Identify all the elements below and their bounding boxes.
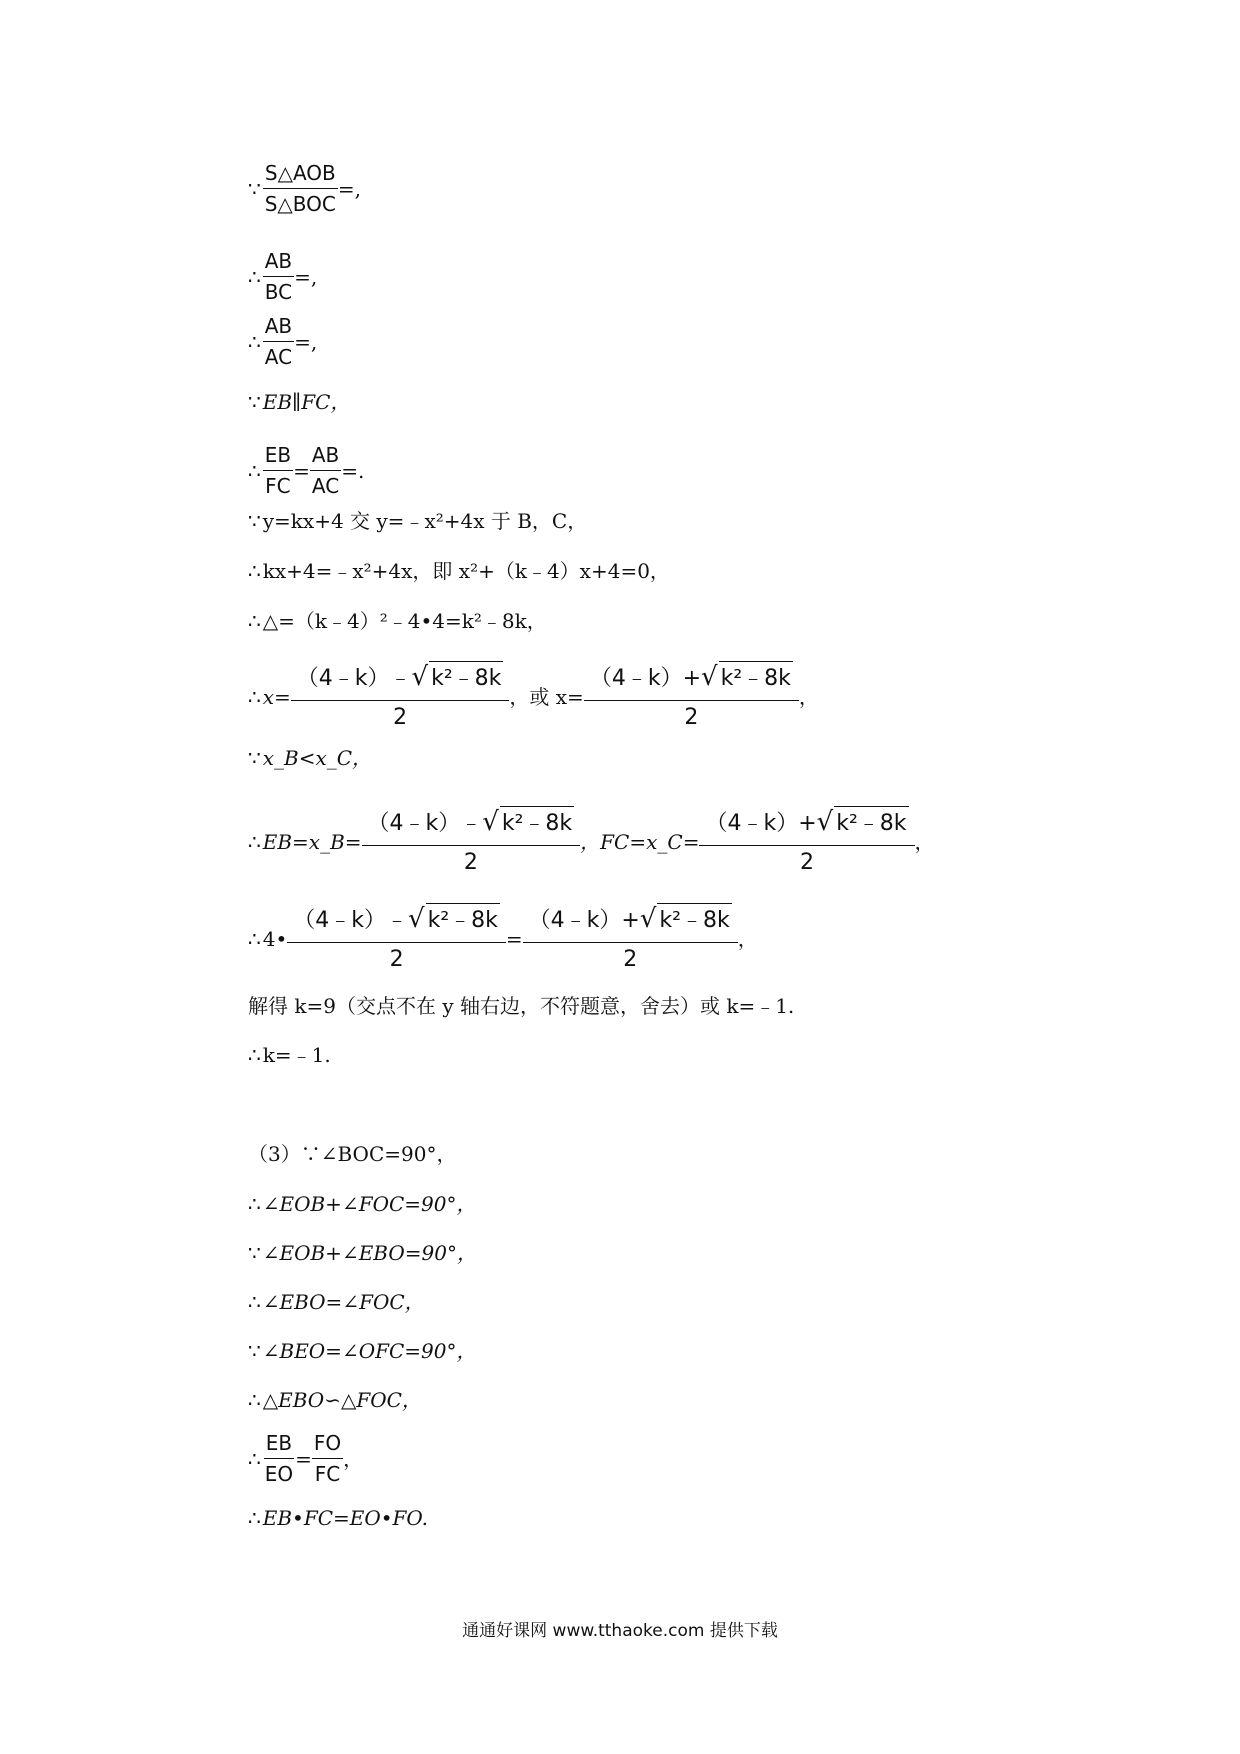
therefore-symbol: ∴ bbox=[248, 458, 261, 483]
line-roots: ∴ x= $\frac{\text{（4﹣k）﹣√ k²﹣8k}}{2}$ ，或 x= $\frac{\text{（4﹣k）+√ k²﹣8k}}{2}$ ， bbox=[248, 660, 819, 733]
line-angle-equal: ∴ ∠EBO=∠FOC， bbox=[248, 1290, 425, 1314]
line-right-angles: ∵ ∠BEO=∠OFC=90°， bbox=[248, 1339, 477, 1363]
line-intersection: ∵ y=kx+4 交 y=﹣x²+4x 于 B，C， bbox=[248, 509, 588, 533]
fraction: $\frac{EB}{FC}$ bbox=[264, 443, 292, 498]
line-solve-k: 解得 k=9（交点不在 y 轴右边，不符题意，舍去）或 k=﹣1. bbox=[248, 994, 795, 1018]
line-eb-fc-values: ∴ EB=x_B= $\frac{\text{（4﹣k）﹣√ k²﹣8k}}{2}$ ，FC=x_C= $\frac{\text{（4﹣k）+√ k²﹣8k}}{2}$ ， bbox=[248, 805, 935, 878]
line-equation-4: ∴ 4• $\frac{\text{（4﹣k）﹣√ k²﹣8k}}{2}$ = $\frac{\text{（4﹣k）+√ k²﹣8k}}{2}$ ， bbox=[248, 902, 758, 975]
line-similar: ∴ △EBO∽△FOC， bbox=[248, 1388, 422, 1412]
fraction: $\frac{\text{（4﹣k）﹣√ k²﹣8k}}{2}$ bbox=[291, 660, 510, 733]
fraction: $\frac{FO}{FC}$ bbox=[313, 1431, 342, 1486]
line-k-result: ∴ k=﹣1. bbox=[248, 1043, 331, 1067]
fraction: $\frac{\text{（4﹣k）﹣√ k²﹣8k}}{2}$ bbox=[287, 902, 506, 975]
therefore-symbol: ∴ bbox=[248, 609, 261, 633]
because-symbol: ∵ bbox=[248, 176, 261, 201]
line-discriminant: ∴ △=（k﹣4）²﹣4•4=k²﹣8k， bbox=[248, 609, 547, 633]
line-area-ratio: ∵ $\frac{\text{S△AOB}}{\text{S△BOC}}$ =, bbox=[248, 161, 362, 216]
therefore-symbol: ∴ bbox=[248, 559, 261, 583]
line-xb-lt-xc: ∵ x_B<x_C， bbox=[248, 746, 373, 770]
fraction: $\frac{AB}{AC}$ bbox=[264, 314, 293, 369]
fraction: $\frac{\text{S△AOB}}{\text{S△BOC}}$ bbox=[264, 161, 336, 216]
fraction: $\frac{AB}{AC}$ bbox=[311, 443, 340, 498]
line-ab-bc: ∴ $\frac{AB}{BC}$ =, bbox=[248, 249, 318, 304]
therefore-symbol: ∴ bbox=[248, 1290, 261, 1314]
footer-text: 通通好课网 www.tthaoke.com 提供下载 bbox=[462, 1621, 778, 1641]
fraction: $\frac{\text{（4﹣k）+√ k²﹣8k}}{2}$ bbox=[584, 660, 799, 733]
therefore-symbol: ∴ bbox=[248, 684, 261, 709]
fraction: $\frac{EB}{EO}$ bbox=[264, 1431, 294, 1486]
line-ratio-eo: ∴ $\frac{EB}{EO}$ = $\frac{FO}{FC}$ ， bbox=[248, 1431, 364, 1486]
therefore-symbol: ∴ bbox=[248, 1446, 261, 1471]
therefore-symbol: ∴ bbox=[248, 329, 261, 354]
line-angle-sum-2: ∵ ∠EOB+∠EBO=90°， bbox=[248, 1241, 477, 1265]
because-symbol: ∵ bbox=[248, 1241, 261, 1265]
line-part3: （3）∵∠BOC=90°， bbox=[248, 1142, 457, 1166]
line-conclusion: ∴ EB•FC=EO•FO. bbox=[248, 1506, 429, 1530]
therefore-symbol: ∴ bbox=[248, 264, 261, 289]
because-symbol: ∵ bbox=[248, 390, 261, 414]
fraction: $\frac{\text{（4﹣k）﹣√ k²﹣8k}}{2}$ bbox=[362, 805, 581, 878]
line-parallel: ∵ EB∥FC， bbox=[248, 390, 351, 414]
therefore-symbol: ∴ bbox=[248, 1192, 261, 1216]
fraction: $\frac{\text{（4﹣k）+√ k²﹣8k}}{2}$ bbox=[699, 805, 914, 878]
line-eb-fc-ratio: ∴ $\frac{EB}{FC}$ = $\frac{AB}{AC}$ =. bbox=[248, 443, 365, 498]
line-angle-sum-1: ∴ ∠EOB+∠FOC=90°， bbox=[248, 1192, 477, 1216]
line-quadratic: ∴ kx+4=﹣x²+4x，即 x²+（k﹣4）x+4=0， bbox=[248, 559, 670, 583]
because-symbol: ∵ bbox=[248, 509, 261, 533]
therefore-symbol: ∴ bbox=[248, 1506, 261, 1530]
because-symbol: ∵ bbox=[248, 1339, 261, 1363]
therefore-symbol: ∴ bbox=[248, 829, 261, 854]
fraction: $\frac{\text{（4﹣k）+√ k²﹣8k}}{2}$ bbox=[523, 902, 738, 975]
fraction: $\frac{AB}{BC}$ bbox=[264, 249, 293, 304]
line-ab-ac: ∴ $\frac{AB}{AC}$ =, bbox=[248, 314, 318, 369]
therefore-symbol: ∴ bbox=[248, 926, 261, 951]
because-symbol: ∵ bbox=[248, 746, 261, 770]
therefore-symbol: ∴ bbox=[248, 1388, 261, 1412]
therefore-symbol: ∴ bbox=[248, 1043, 261, 1067]
